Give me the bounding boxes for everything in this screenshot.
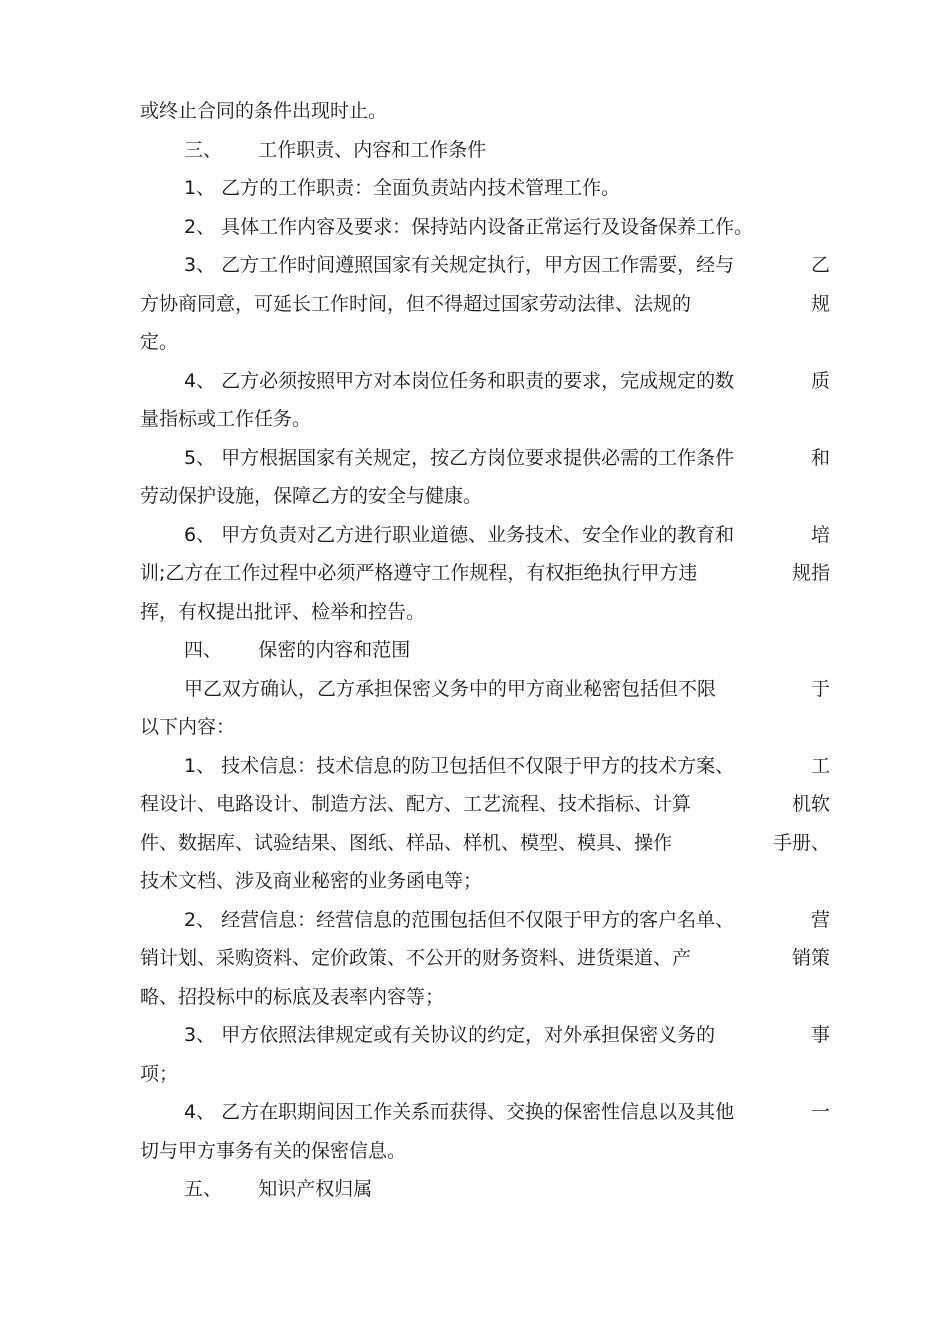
line-segment: 2、 经营信息：经营信息的范围包括但不仅限于甲方的客户名单、 (184, 908, 735, 931)
text-line: 切与甲方事务有关的保密信息。 (140, 1139, 407, 1162)
line-segment: 6、 甲方负责对乙方进行职业道德、业务技术、安全作业的教育和 (184, 523, 735, 546)
line-segment: 销计划、采购资料、定价政策、不公开的财务资料、进货渠道、产 (140, 947, 692, 969)
text-line (140, 824, 830, 863)
text-line (140, 362, 830, 401)
document-body (140, 92, 830, 1209)
text-line: 五、 知识产权归属 (184, 1178, 373, 1200)
text-line (140, 285, 830, 324)
line-segment-end: 销策 (791, 947, 830, 969)
line-segment: 3、 乙方工作时间遵照国家有关规定执行，甲方因工作需要，经与 (184, 254, 735, 276)
text-line: 项； (140, 1062, 179, 1085)
text-line (140, 747, 830, 786)
text-line: 定。 (140, 331, 179, 353)
line-segment-end: 工 (810, 754, 830, 777)
line-segment-end: 机软 (791, 793, 830, 815)
text-line: 2、 具体工作内容及要求：保持站内设备正常运行及设备保养工作。 (184, 215, 754, 238)
line-segment: 4、 乙方必须按照甲方对本岗位任务和职责的要求，完成规定的数 (184, 369, 735, 392)
line-segment-end: 规指 (791, 562, 830, 584)
line-segment: 甲乙双方确认，乙方承担保密义务中的甲方商业秘密包括但不限 (184, 677, 717, 700)
text-line: 劳动保护设施，保障乙方的安全与健康。 (140, 485, 483, 507)
text-line: 挥，有权提出批评、检举和控告。 (140, 600, 426, 623)
text-line (140, 246, 830, 285)
line-segment-end: 规 (810, 292, 830, 315)
text-line (140, 439, 830, 478)
text-line: 四、 保密的内容和范围 (184, 639, 411, 661)
text-line: 三、 工作职责、内容和工作条件 (184, 138, 487, 161)
text-line (140, 785, 830, 824)
line-segment: 1、 技术信息：技术信息的防卫包括但不仅限于甲方的技术方案、 (184, 754, 735, 777)
line-segment: 4、 乙方在职期间因工作关系而获得、交换的保密性信息以及其他 (184, 1101, 735, 1123)
line-segment-end: 事 (810, 1024, 830, 1046)
line-segment-end: 质 (810, 369, 830, 392)
line-segment: 件、数据库、试验结果、图纸、样品、样机、模型、模具、操作 (140, 831, 673, 854)
text-line (140, 554, 830, 593)
line-segment-end: 乙 (810, 254, 830, 276)
text-line (140, 670, 830, 709)
text-line: 略、招投标中的标底及表率内容等； (140, 985, 445, 1008)
line-segment-end: 和 (810, 446, 830, 469)
text-line (140, 516, 830, 555)
line-segment: 3、 甲方依照法律规定或有关协议的约定，对外承担保密义务的 (184, 1024, 716, 1046)
line-segment-end: 一 (810, 1101, 830, 1123)
line-segment-end: 营 (810, 908, 830, 931)
text-line: 以下内容： (140, 716, 236, 738)
text-line (140, 1093, 830, 1132)
line-segment: 方协商同意，可延长工作时间，但不得超过国家劳动法律、法规的 (140, 292, 692, 315)
line-segment-end: 于 (810, 677, 830, 700)
text-line: 1、 乙方的工作职责：全面负责站内技术管理工作。 (184, 177, 621, 199)
line-segment: 程设计、电路设计、制造方法、配方、工艺流程、技术指标、计算 (140, 793, 692, 815)
line-segment: 训;乙方在工作过程中必须严格遵守工作规程，有权拒绝执行甲方违 (140, 562, 698, 584)
line-segment-end: 手册、 (772, 831, 830, 854)
text-line (140, 1016, 830, 1055)
line-segment: 5、 甲方根据国家有关规定，按乙方岗位要求提供必需的工作条件 (184, 446, 735, 469)
text-line: 量指标或工作任务。 (140, 408, 312, 430)
text-line: 或终止合同的条件出现时止。 (140, 100, 388, 122)
line-segment-end: 培 (810, 523, 830, 546)
text-line (140, 939, 830, 978)
text-line (140, 901, 830, 940)
text-line: 技术文档、涉及商业秘密的业务函电等； (140, 870, 483, 892)
